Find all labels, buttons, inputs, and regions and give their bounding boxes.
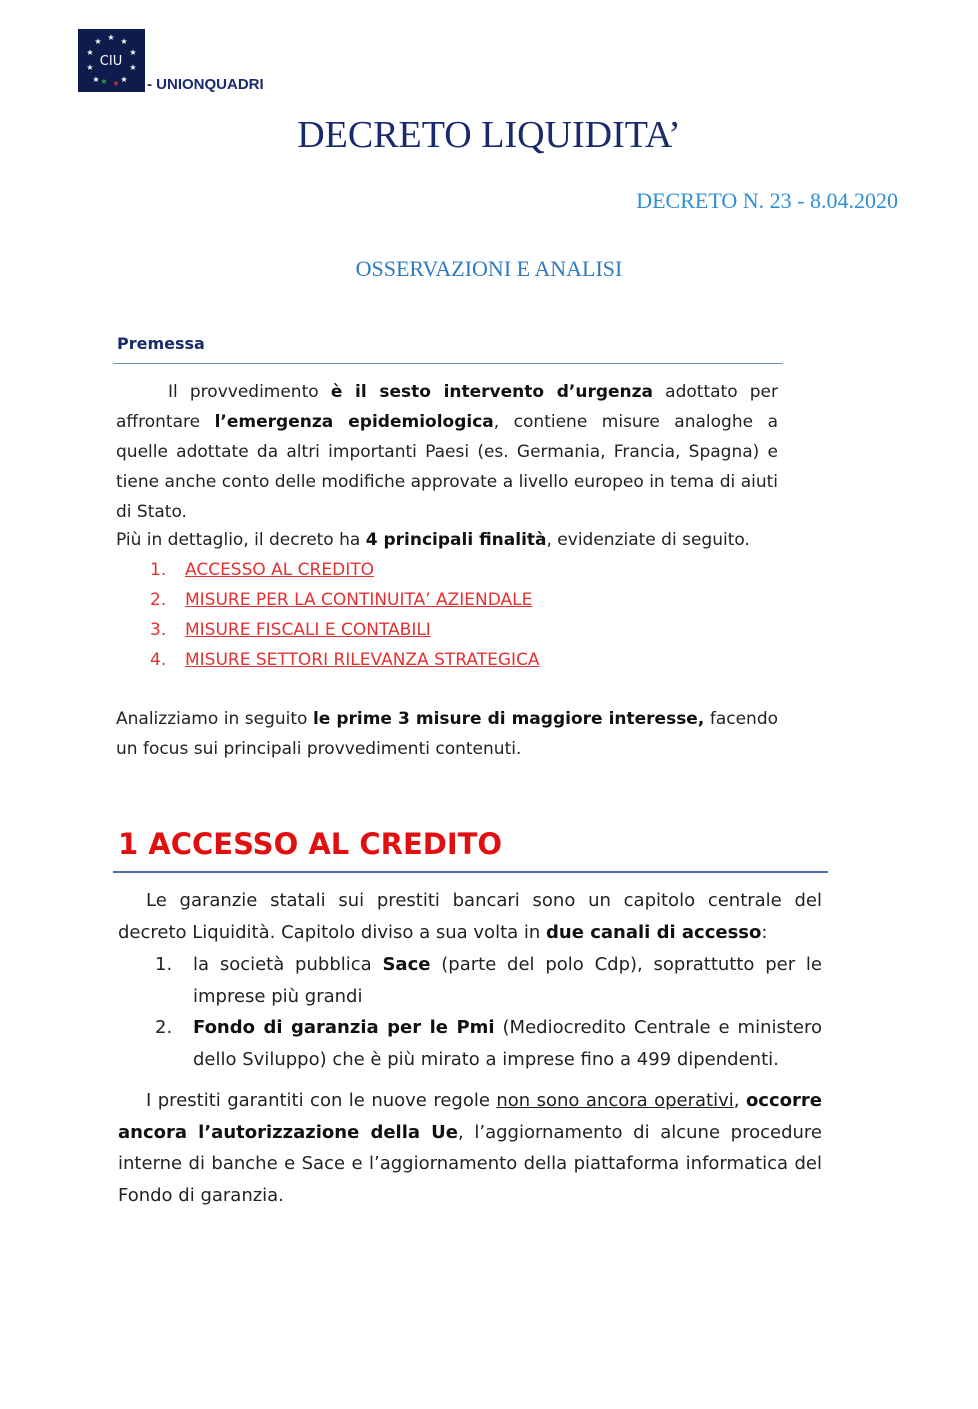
channels-list — [155, 949, 822, 1075]
premessa-paragraph-1: Il provvedimento è il sesto intervento d’urgenza adottato per affrontare l’emergenza epidemiologica, contiene misure analoghe a quelle adottate da altri importanti Paesi (es. Germania, Francia, Spagna) e tiene anche conto delle modifiche approvate a livello europeo in tema di aiuti di Stato. — [116, 382, 778, 522]
decree-reference: DECRETO N. 23 - 8.04.2020 — [636, 188, 898, 213]
aims-list — [150, 555, 540, 675]
svg-text:★: ★ — [129, 48, 137, 57]
aim-link-credit-access[interactable]: ACCESSO AL CREDITO — [185, 560, 374, 580]
svg-text:★: ★ — [100, 77, 108, 86]
list-item: 1. la società pubblica Sace (parte del polo Cdp), soprattutto per le imprese più grandi — [155, 949, 822, 1012]
svg-text:★: ★ — [120, 37, 128, 46]
svg-text:★: ★ — [107, 33, 115, 42]
heading-divider — [113, 363, 783, 364]
eu-stars-logo-icon — [78, 29, 145, 92]
channel-fondo-text: Fondo di garanzia per le Pmi (Mediocredito Centrale e ministero dello Sviluppo) che è più mirato a imprese fino a 499 dipendenti. — [193, 1017, 823, 1070]
svg-text:★: ★ — [92, 75, 100, 84]
premessa-paragraph-2: Più in dettaglio, il decreto ha 4 principali finalità, evidenziate di seguito. — [116, 530, 750, 550]
section-divider — [113, 871, 828, 873]
list-item[interactable]: 2. MISURE PER LA CONTINUITA’ AZIENDALE — [150, 590, 533, 610]
list-item[interactable]: 1. ACCESSO AL CREDITO — [150, 560, 374, 580]
section-paragraph-2: I prestiti garantiti con le nuove regole non sono ancora operativi, occorre ancora l’autorizzazione della Ue, l’aggiornamento di alcune procedure interne di banche e Sace e l’aggiornamento della piattaforma informatica del Fondo di garanzia. — [118, 1090, 822, 1206]
org-name: - UNIONQUADRI — [147, 76, 264, 93]
ciu-logo — [78, 29, 145, 92]
page-title: DECRETO LIQUIDITA’ — [297, 114, 681, 156]
section-title: 1 ACCESSO AL CREDITO — [118, 827, 503, 861]
aim-link-tax-measures[interactable]: MISURE FISCALI E CONTABILI — [185, 620, 431, 640]
premessa-heading: Premessa — [117, 334, 205, 353]
premessa-paragraph-3: Analizziamo in seguito le prime 3 misure di maggiore interesse, facendo un focus sui principali provvedimenti contenuti. — [116, 709, 779, 759]
page-subtitle: OSSERVAZIONI E ANALISI — [355, 256, 623, 281]
list-item[interactable]: 4. MISURE SETTORI RILEVANZA STRATEGICA — [150, 650, 540, 670]
logo-text: CIU — [99, 54, 123, 69]
section-paragraph-1: Le garanzie statali sui prestiti bancari sono un capitolo centrale del decreto Liquidità. Capitolo diviso a sua volta in due canali di accesso: — [118, 890, 822, 943]
channel-sace-text: la società pubblica Sace (parte del polo Cdp), soprattutto per le imprese più grandi — [193, 954, 822, 1007]
svg-text:★: ★ — [120, 75, 128, 84]
list-item: 2. Fondo di garanzia per le Pmi (Mediocredito Centrale e ministero dello Sviluppo) che è più mirato a imprese fino a 499 dipendenti. — [155, 1012, 822, 1075]
svg-text:★: ★ — [112, 79, 120, 88]
aim-link-business-continuity[interactable]: MISURE PER LA CONTINUITA’ AZIENDALE — [185, 590, 533, 610]
list-item[interactable]: 3. MISURE FISCALI E CONTABILI — [150, 620, 431, 640]
aim-link-strategic-sectors[interactable]: MISURE SETTORI RILEVANZA STRATEGICA — [185, 650, 540, 670]
svg-text:★: ★ — [86, 48, 94, 57]
svg-text:★: ★ — [86, 63, 94, 72]
svg-text:★: ★ — [129, 63, 137, 72]
svg-text:★: ★ — [94, 37, 102, 46]
